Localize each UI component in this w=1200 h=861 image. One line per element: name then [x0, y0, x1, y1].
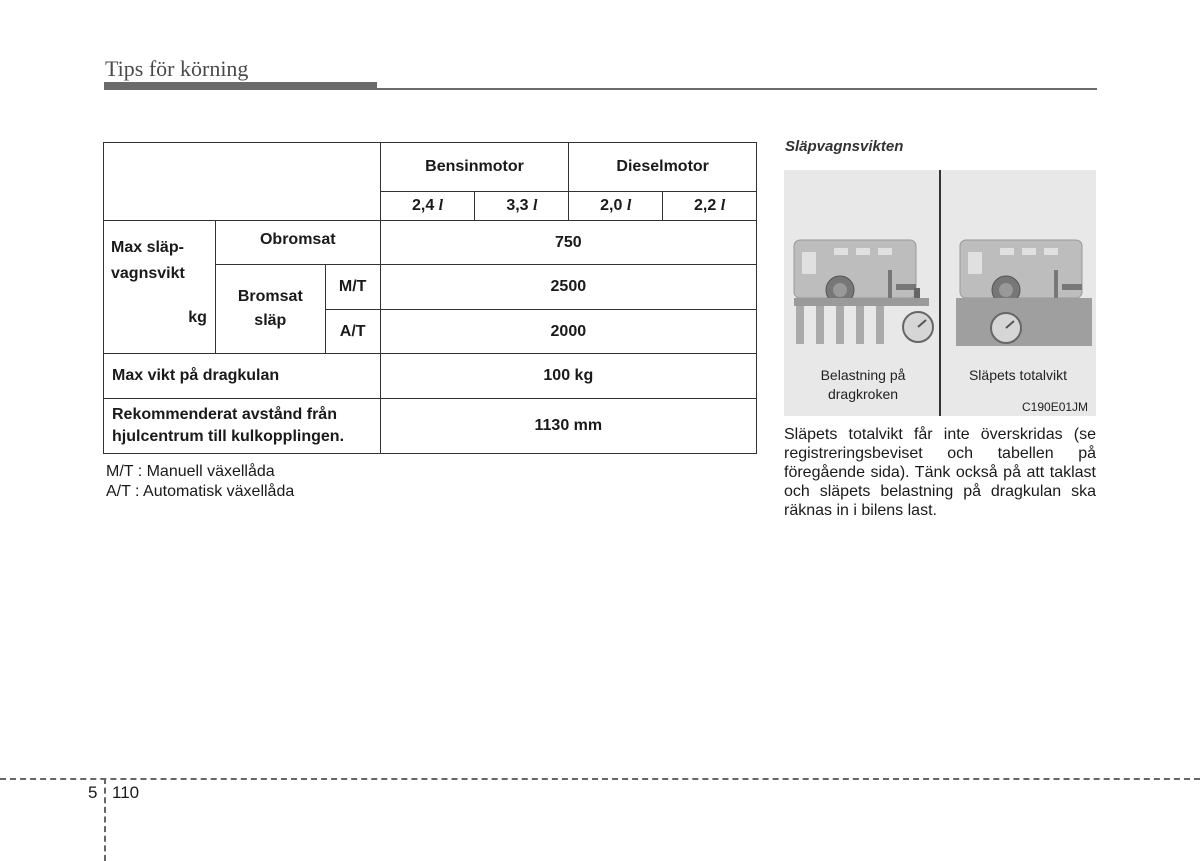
displacement-cell: 2,4 l [380, 192, 475, 221]
mt-value: 2500 [380, 265, 756, 310]
header-rule [377, 88, 1097, 90]
caption-line: Belastning på [820, 367, 906, 383]
body-text: Släpets totalvikt får inte överskridas (se registreringsbeviset och tabellen på föregående sida). Tänk också på att taklast och släpets belastning på dragkulan ska räknas in i bilens last. [784, 426, 1096, 519]
footer-vertical-rule [104, 778, 106, 861]
footnote-mt: M/T : Manuell växellåda [106, 463, 275, 480]
figure-title: Släpvagnsvikten [785, 138, 904, 155]
unit-label: kg [188, 309, 207, 326]
header-petrol-engine: Bensinmotor [380, 143, 569, 192]
towball-weight-label: Max vikt på dragkulan [104, 354, 381, 399]
table-corner-cell [104, 143, 381, 221]
page-number: 110 [112, 783, 140, 802]
label-line: vagnsvikt [111, 265, 185, 282]
displacement-cell: 2,0 l [569, 192, 663, 221]
left-panel-drawing [794, 240, 933, 344]
distance-value: 1130 mm [380, 399, 756, 454]
displacement-cell: 2,2 l [663, 192, 757, 221]
label-line: hjulcentrum till kulkopplingen. [112, 428, 345, 445]
caption-left [792, 366, 934, 404]
label-line: Rekommenderat avstånd från [112, 406, 337, 423]
table-row [104, 399, 757, 454]
caption-line: dragkroken [827, 386, 899, 402]
footnotes [106, 462, 294, 502]
unbraked-label: Obromsat [215, 221, 380, 265]
header-diesel-engine: Dieselmotor [569, 143, 757, 192]
caption-right: Släpets totalvikt [968, 367, 1068, 383]
page-header-title: Tips för körning [105, 56, 249, 81]
section-number: 5 [88, 783, 98, 802]
table-row [104, 354, 757, 399]
figure-code: C190E01JM [1022, 400, 1089, 414]
towball-weight-value: 100 kg [380, 354, 756, 399]
braked-trailer-label [215, 265, 325, 354]
unbraked-value: 750 [380, 221, 756, 265]
max-trailer-weight-label [104, 221, 216, 354]
figure-divider [939, 170, 941, 416]
distance-label [104, 399, 381, 454]
at-label: A/T [325, 310, 380, 354]
right-panel-drawing [956, 240, 1092, 346]
trailer-weight-figure [784, 170, 1096, 416]
footer-rule [0, 778, 1200, 780]
label-line: släp [254, 312, 287, 329]
at-value: 2000 [380, 310, 756, 354]
table-row [104, 221, 757, 265]
mt-label: M/T [325, 265, 380, 310]
displacement-cell: 3,3 l [475, 192, 569, 221]
header-bar [104, 82, 377, 90]
footnote-at: A/T : Automatisk växellåda [106, 483, 295, 500]
label-line: Bromsat [237, 288, 303, 305]
label-line: Max släp- [111, 239, 184, 256]
towing-spec-table [103, 142, 757, 454]
table-row [104, 143, 757, 192]
